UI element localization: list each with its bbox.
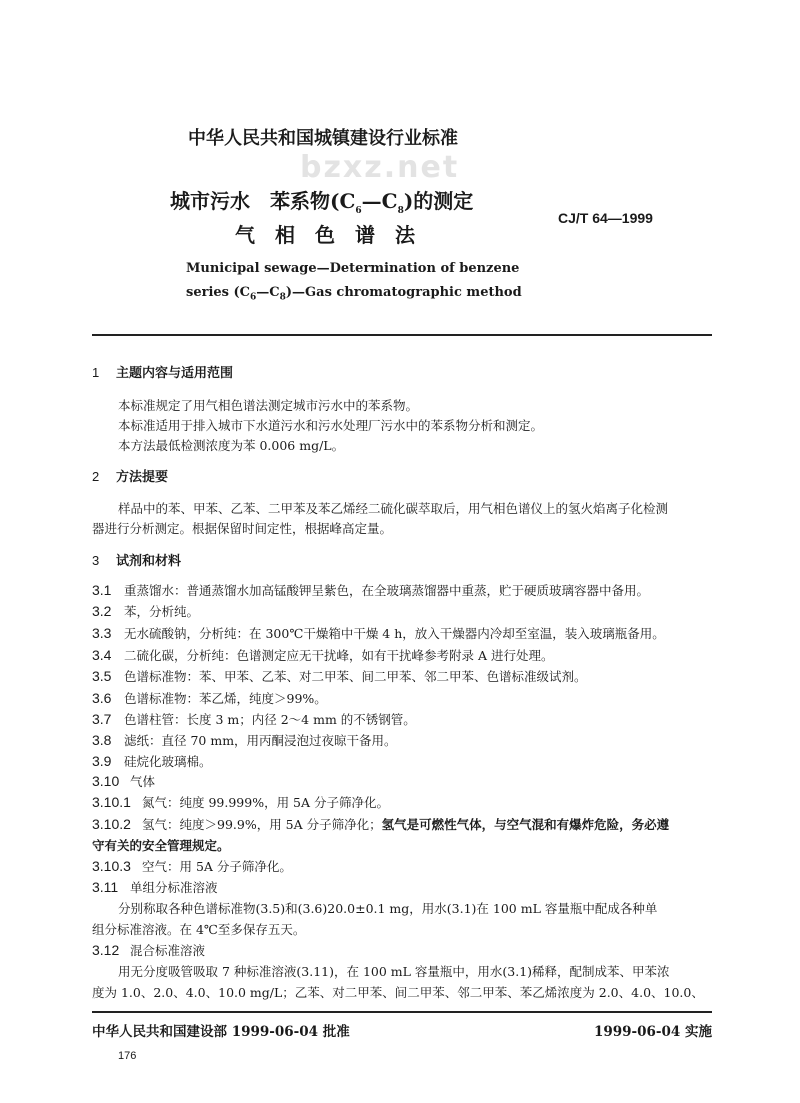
clause-text: 气体 <box>130 774 156 789</box>
clause-number: 3.11 <box>92 879 119 895</box>
implementation-date: 1999-06-04 实施 <box>593 1024 712 1040</box>
section-heading: 1 主题内容与适用范围 <box>92 365 234 381</box>
clause-3-2 <box>92 603 199 620</box>
paragraph: 本标准适用于排入城市下水道污水和污水处理厂污水中的苯系物分析和测定。 <box>118 418 544 433</box>
clause-3-9 <box>92 753 212 770</box>
clause-text: 硅烷化玻璃棉。 <box>124 754 212 769</box>
clause-number: 3.10 <box>92 773 120 789</box>
clause-number: 3.9 <box>92 753 112 769</box>
clause-3-10-1 <box>92 794 389 811</box>
top-rule <box>92 334 712 336</box>
english-title-line2: series $(C_6—C_8)—Gas$ chromatographic method <box>186 285 522 303</box>
watermark: bzxz.net <box>300 150 460 185</box>
section-heading: 3 试剂和材料 <box>92 553 182 569</box>
clause-number: 3.2 <box>92 603 112 619</box>
clause-3-4 <box>92 647 553 664</box>
clause-text: 氢气：纯度＞99.9%，用 5A 分子筛净化； <box>142 817 382 832</box>
english-title-line1: Municipal sewage—Determination of benzene <box>186 261 520 276</box>
clause-3-7 <box>92 711 416 728</box>
safety-warning: 氢气是可燃性气体，与空气混和有爆炸危险，务必遵 <box>381 817 670 832</box>
paragraph: 本方法最低检测浓度为苯 0.006 mg/L。 <box>118 438 345 453</box>
clause-text: 色谱标准物：苯、甲苯、乙苯、对二甲苯、间二甲苯、邻二甲苯、色谱标准级试剂。 <box>124 669 587 684</box>
paragraph: 样品中的苯、甲苯、乙苯、二甲苯及苯乙烯经二硫化碳萃取后，用气相色谱仪上的氢火焰离子化检测 <box>118 501 669 516</box>
clause-number: 3.5 <box>92 668 112 684</box>
clause-number: 3.10.3 <box>92 858 131 874</box>
clause-3-3 <box>92 625 665 642</box>
clause-3-5 <box>92 668 587 685</box>
clause-text: 无水硫酸钠，分析纯：在 300℃干燥箱中干燥 4 h，放入干燥器内冷却至室温，装入玻璃瓶备用。 <box>124 626 665 641</box>
clause-text: 重蒸馏水：普通蒸馏水加高锰酸钾呈紫色，在全玻璃蒸馏器中重蒸，贮于硬质玻璃容器中备用。 <box>124 583 650 598</box>
paragraph: 度为 1.0、2.0、4.0、10.0 mg/L；乙苯、对二甲苯、间二甲苯、邻二甲苯、苯乙烯浓度为 2.0、4.0、10.0、 <box>92 985 704 1000</box>
clause-number: 3.10.2 <box>92 816 131 832</box>
clause-number: 3.6 <box>92 690 112 706</box>
page-number: 176 <box>118 1050 137 1062</box>
document-title: 城市污水 苯系物$(C_6—C_8)$的测定 <box>170 189 474 216</box>
clause-text: 二硫化碳，分析纯：色谱测定应无干扰峰，如有干扰峰参考附录 A 进行处理。 <box>124 648 554 663</box>
clause-text: 苯，分析纯。 <box>124 604 200 619</box>
clause-3-6 <box>92 690 327 707</box>
paragraph: 用无分度吸管吸取 7 种标准溶液(3.11)，在 100 mL 容量瓶中，用水(3.1)稀释，配制成苯、甲苯浓 <box>118 964 670 979</box>
paragraph: 器进行分析测定。根据保留时间定性，根据峰高定量。 <box>92 521 393 536</box>
clause-text: 色谱柱管：长度 3 m；内径 2～4 mm 的不锈钢管。 <box>124 712 416 727</box>
paragraph: 分别称取各种色谱标准物(3.5)和(3.6)20.0±0.1 mg，用水(3.1)在 100 mL 容量瓶中配成各种单 <box>118 901 658 916</box>
clause-text: 滤纸：直径 70 mm，用丙酮浸泡过夜晾干备用。 <box>124 733 397 748</box>
clause-text: 混合标准溶液 <box>130 943 206 958</box>
clause-text: 色谱标准物：苯乙烯，纯度＞99%。 <box>124 691 327 706</box>
clause-text: 单组分标准溶液 <box>130 880 218 895</box>
clause-3-10-2 <box>92 816 669 833</box>
clause-3-8 <box>92 732 397 749</box>
paragraph: 本标准规定了用气相色谱法测定城市污水中的苯系物。 <box>118 398 419 413</box>
clause-3-1 <box>92 582 649 599</box>
section-heading: 2 方法提要 <box>92 469 169 485</box>
standard-header: 中华人民共和国城镇建设行业标准 <box>188 128 458 149</box>
paragraph: 守有关的安全管理规定。 <box>92 838 230 853</box>
clause-3-11 <box>92 879 218 896</box>
paragraph: 组分标准溶液。在 4℃至多保存五天。 <box>92 922 306 937</box>
clause-3-10-3 <box>92 858 292 875</box>
clause-number: 3.10.1 <box>92 794 131 810</box>
clause-text: 空气：用 5A 分子筛净化。 <box>142 859 292 874</box>
standard-code: CJ/T 64—1999 <box>558 210 653 226</box>
clause-3-12 <box>92 942 205 959</box>
bottom-rule <box>92 1011 712 1013</box>
clause-number: 3.1 <box>92 582 112 598</box>
clause-number: 3.8 <box>92 732 112 748</box>
clause-number: 3.4 <box>92 647 112 663</box>
clause-text: 氮气：纯度 99.999%，用 5A 分子筛净化。 <box>142 795 390 810</box>
clause-3-10 <box>92 773 155 790</box>
document-subtitle: 气相色谱法 <box>235 223 435 247</box>
approval-date: 中华人民共和国建设部 1999-06-04 批准 <box>92 1024 350 1040</box>
clause-number: 3.7 <box>92 711 112 727</box>
clause-number: 3.3 <box>92 625 112 641</box>
clause-number: 3.12 <box>92 942 120 958</box>
